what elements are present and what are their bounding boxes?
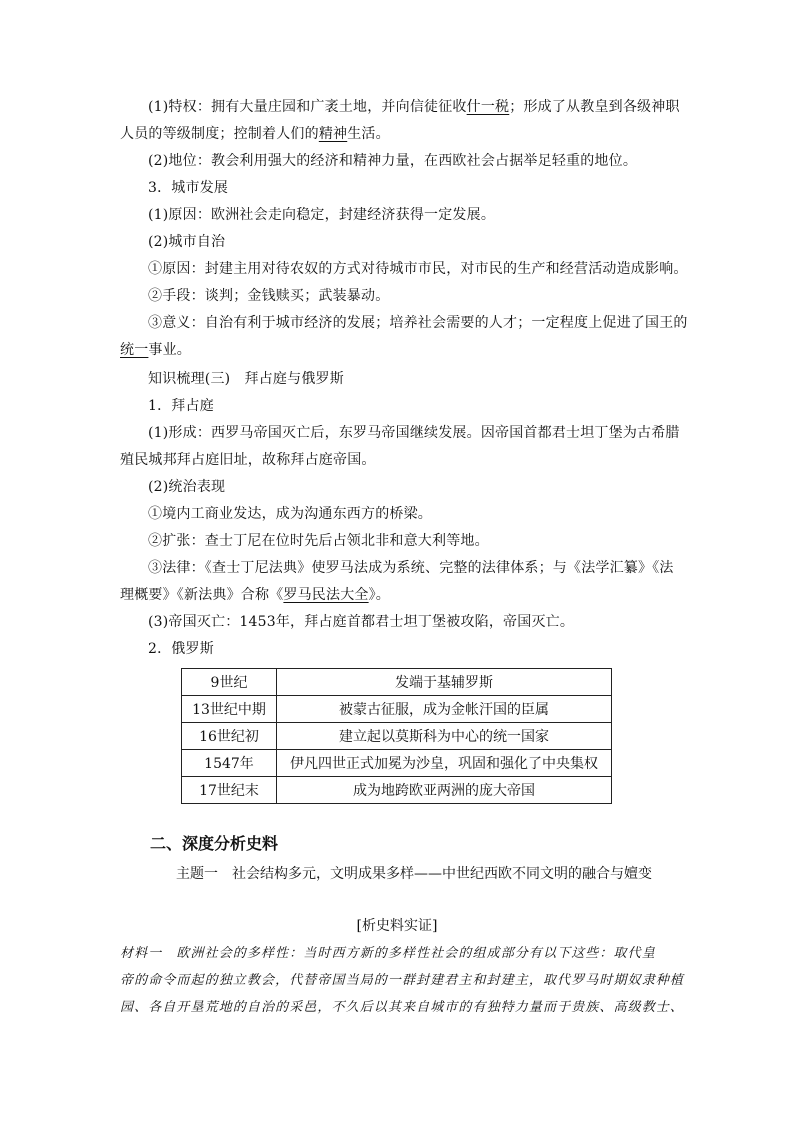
autonomy-means: ②手段：谈判；金钱赎买；武装暴动。 [148, 288, 390, 304]
table-row [182, 696, 612, 723]
privilege-line [148, 97, 708, 117]
byzantium-formation: (1)形成：西罗马帝国灭亡后，东罗马帝国继续发展。因帝国首都君士坦丁堡为古希腊 [148, 425, 680, 441]
autonomy-reason: ①原因：封建主用对待农奴的方式对待城市市民，对市民的生产和经营活动造成影响。 [148, 261, 688, 277]
event-cell: 伊凡四世正式加冕为沙皇，巩固和强化了中央集权 [277, 750, 612, 777]
russia-timeline-table [181, 668, 612, 804]
text: (1)特权：拥有大量庄园和广袤土地，并向信徒征收 [148, 99, 467, 115]
material-line: 园、各自开垦荒地的自治的采邑，不久后以其来自城市的有独特力量而于贵族、高级教士、 [120, 1000, 685, 1015]
byzantium-heading: 1．拜占庭 [148, 398, 214, 414]
autonomy-meaning: ③意义：自治有利于城市经济的发展；培养社会需要的人才；一定程度上促进了国王的 [148, 315, 688, 331]
byzantium-formation-cont: 殖民城邦拜占庭旧址，故称拜占庭帝国。 [120, 452, 376, 468]
event-cell: 成为地跨欧亚两洲的庞大帝国 [277, 777, 612, 804]
text: 人员的等级制度；控制着人们的 [120, 126, 319, 142]
rule-heading: (2)统治表现 [148, 479, 226, 495]
privilege-line-cont [120, 124, 680, 144]
rule-law: ③法律：《查士丁尼法典》使罗马法成为系统、完整的法律体系；与《法学汇纂》《法 [148, 560, 674, 576]
underlined-term: 统一 [120, 342, 149, 358]
text: ；形成了从教皇到各级神职 [509, 99, 680, 115]
rule-commerce: ①境内工商业发达，成为沟通东西方的桥梁。 [148, 506, 432, 522]
material-line: 帝的命令而起的独立教会，代替帝国当局的一群封建君主和封建主，取代罗马时期奴隶种植 [120, 973, 685, 988]
text: 理概要》《新法典》合称《 [120, 587, 284, 603]
time-cell: 17世纪末 [182, 777, 277, 804]
rule-law-cont [120, 585, 680, 605]
table-row [182, 750, 612, 777]
underlined-term: 精神 [318, 126, 348, 142]
text: 事业。 [148, 342, 192, 358]
city-reason: (1)原因：欧洲社会走向稳定，封建经济获得一定发展。 [148, 207, 496, 223]
text: 生活。 [347, 126, 390, 142]
russia-heading: 2．俄罗斯 [148, 641, 214, 657]
underlined-term: 罗马民法大全 [283, 587, 369, 603]
event-cell: 发端于基辅罗斯 [277, 669, 612, 696]
text: 》。 [368, 587, 391, 603]
table-row [182, 669, 612, 696]
event-cell: 被蒙古征服，成为金帐汗国的臣属 [277, 696, 612, 723]
time-cell: 16世纪初 [182, 723, 277, 750]
event-cell: 建立起以莫斯科为中心的统一国家 [277, 723, 612, 750]
rule-expansion: ②扩张：查士丁尼在位时先后占领北非和意大利等地。 [148, 533, 489, 549]
theme-title: 主题一 社会结构多元，文明成果多样——中世纪西欧不同文明的融合与嬗变 [176, 866, 652, 882]
time-cell: 13世纪中期 [182, 696, 277, 723]
status-line: (2)地位：教会利用强大的经济和精神力量，在西欧社会占据举足轻重的地位。 [148, 153, 638, 169]
city-heading: 3．城市发展 [148, 180, 229, 196]
empire-fall: (3)帝国灭亡：1453年，拜占庭首都君士坦丁堡被攻陷，帝国灭亡。 [148, 614, 575, 630]
subheading: [析史料实证] [356, 918, 438, 934]
knowledge-title: 知识梳理(三) 拜占庭与俄罗斯 [148, 371, 344, 387]
time-cell: 9世纪 [182, 669, 277, 696]
autonomy-meaning-cont [120, 340, 680, 360]
table-row [182, 777, 612, 804]
section-heading: 二、深度分析史料 [150, 834, 279, 853]
table-row [182, 723, 612, 750]
city-autonomy: (2)城市自治 [148, 234, 226, 250]
material-line: 材料一 欧洲社会的多样性：当时西方新的多样性社会的组成部分有以下这些：取代皇 [120, 946, 656, 961]
underlined-term: 什一税 [466, 99, 510, 115]
time-cell: 1547年 [182, 750, 277, 777]
